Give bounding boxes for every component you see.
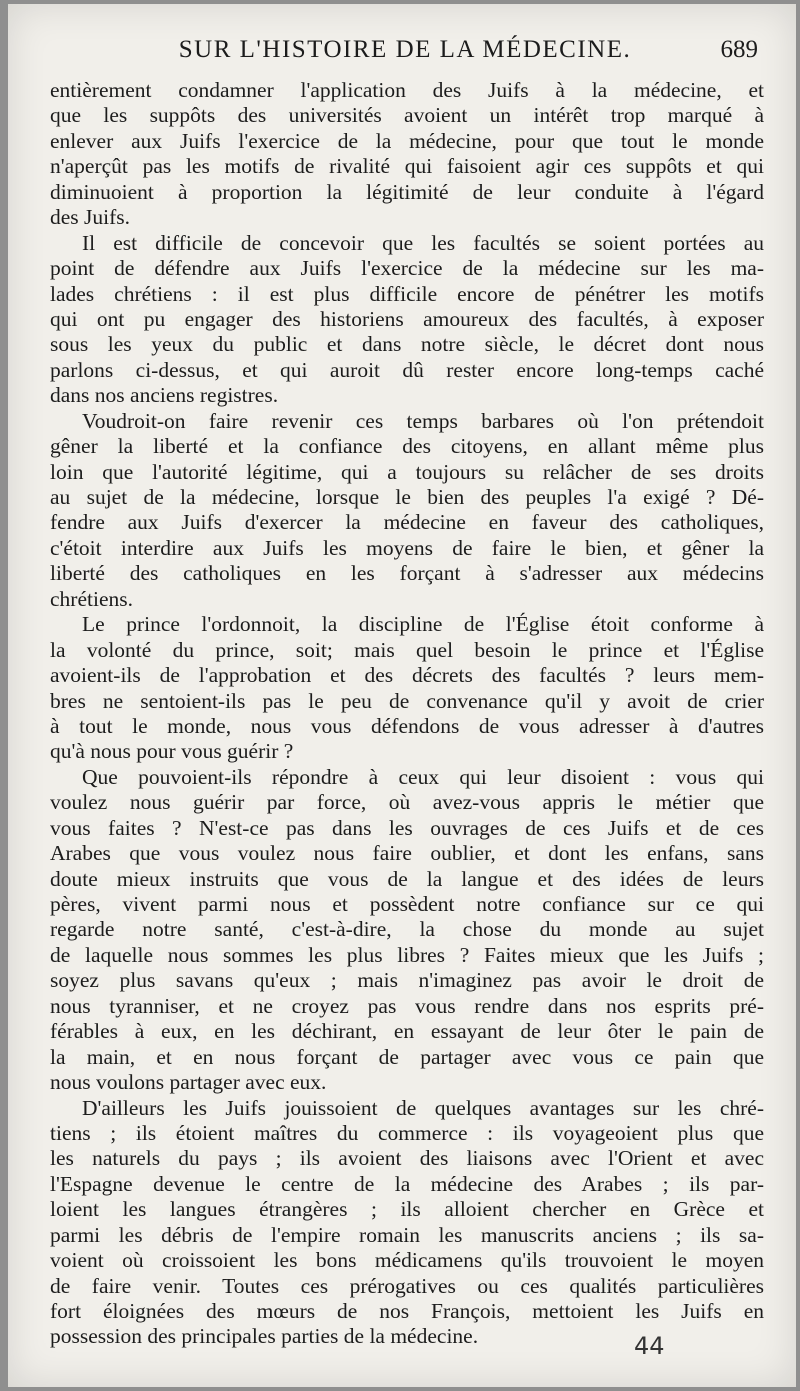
text-line: voulez nous guérir par force, où avez-vous appris le métier que	[50, 790, 764, 815]
text-line: chrétiens.	[50, 586, 133, 611]
text-line: Le prince l'ordonnoit, la discipline de l'Église étoit conforme à	[82, 612, 764, 637]
text-line: D'ailleurs les Juifs jouissoient de quelques avantages sur les chré-	[82, 1095, 764, 1120]
text-line: regarde notre santé, c'est-à-dire, la chose du monde au sujet	[50, 917, 764, 942]
text-line: voient où croissoient les bons médicamens qu'ils trouvoient le moyen	[50, 1248, 764, 1273]
text-line: nous tyranniser, et ne croyez pas vous rendre dans nos esprits pré-	[50, 993, 764, 1018]
text-line: parlons ci-dessus, et qui auroit dû rester encore long-temps caché	[50, 357, 764, 382]
text-line: Voudroit-on faire revenir ces temps barbares où l'on prétendoit	[82, 408, 764, 433]
text-line: dans nos anciens registres.	[50, 383, 279, 408]
text-line: au sujet de la médecine, lorsque le bien des peuples l'a exigé ? Dé-	[50, 485, 764, 509]
text-line: vous faites ? N'est-ce pas dans les ouvrages de ces Juifs et de ces	[50, 815, 764, 840]
text-line: lades chrétiens : il est plus difficile encore de pénétrer les motifs	[50, 281, 764, 306]
text-line: l'Espagne devenue le centre de la médecine des Arabes ; ils par-	[50, 1171, 764, 1196]
text-line: Arabes que vous voulez nous faire oublier, et dont les enfans, sans	[50, 841, 764, 866]
text-line: nous voulons partager avec eux.	[50, 1070, 327, 1095]
text-line: doute mieux instruits que vous de la langue et des idées de leurs	[50, 866, 764, 891]
text-line: liberté des catholiques en les forçant à s'adresser aux médecins	[50, 561, 764, 586]
text-line: la volonté du prince, soit; mais quel besoin le prince et l'Église	[50, 637, 764, 662]
book-page	[8, 4, 796, 1387]
page-number: 689	[720, 36, 758, 63]
text-line: fort éloignées des mœurs de nos François, mettoient les Juifs en	[50, 1299, 764, 1323]
text-line: Il est difficile de concevoir que les facultés se soient portées au	[82, 230, 764, 255]
text-line: de laquelle nous sommes les plus libres ? Faites mieux que les Juifs ;	[50, 942, 764, 967]
text-line: n'aperçût pas les motifs de rivalité qui faisoient agir ces suppôts et qui	[50, 154, 764, 179]
page-header	[52, 36, 758, 76]
text-line: gêner la liberté et la confiance des citoyens, en allant même plus	[50, 434, 764, 459]
text-line: la main, et en nous forçant de partager avec vous ce pain que	[50, 1044, 764, 1069]
text-line: tiens ; ils étoient maîtres du commerce : ils voyageoient plus que	[50, 1120, 764, 1145]
text-line: à tout le monde, nous vous défendons de vous adresser à d'autres	[50, 713, 764, 738]
text-line: parmi les débris de l'empire romain les manuscrits anciens ; ils sa-	[50, 1222, 764, 1247]
text-line: soyez plus savans qu'eux ; mais n'imaginez pas avoir le droit de	[50, 968, 764, 993]
text-line: les naturels du pays ; ils avoient des liaisons avec l'Orient et avec	[50, 1146, 764, 1171]
text-line: loin que l'autorité légitime, qui a toujours su relâcher de ses droits	[50, 459, 764, 484]
text-line: possession des principales parties de la médecine.	[50, 1324, 479, 1349]
body-text	[50, 78, 764, 1350]
text-line: diminuoient à proportion la légitimité de leur conduite à l'égard	[50, 179, 764, 204]
text-line: fendre aux Juifs d'exercer la médecine en faveur des catholiques,	[50, 510, 764, 535]
text-line: des Juifs.	[50, 205, 131, 230]
text-line: c'étoit interdire aux Juifs les moyens de faire le bien, et gêner la	[50, 535, 764, 560]
text-line: férables à eux, en les déchirant, en essayant de leur ôter le pain de	[50, 1019, 764, 1044]
text-line: enlever aux Juifs l'exercice de la médecine, pour que tout le monde	[50, 128, 764, 153]
text-line: de faire venir. Toutes ces prérogatives ou ces qualités particulières	[50, 1273, 764, 1298]
text-line: bres ne sentoient-ils pas le peu de convenance qu'il y avoit de crier	[50, 688, 764, 713]
text-line: avoient-ils de l'approbation et des décrets des facultés ? leurs mem-	[50, 663, 764, 688]
text-line: entièrement condamner l'application des Juifs à la médecine, et	[50, 78, 764, 102]
text-line: point de défendre aux Juifs l'exercice de la médecine sur les ma-	[50, 256, 764, 281]
running-title: SUR L'HISTOIRE DE LA MÉDECINE.	[178, 36, 632, 63]
text-line: que les suppôts des universités avoient un intérêt trop marqué à	[50, 103, 764, 128]
text-line: Que pouvoient-ils répondre à ceux qui leur disoient : vous qui	[82, 764, 764, 789]
text-line: pères, vivent parmi nous et possèdent notre confiance sur ce qui	[50, 892, 764, 916]
text-line: qu'à nous pour vous guérir ?	[50, 739, 294, 764]
text-line: qui ont pu engager des historiens amoureux des facultés, à exposer	[50, 306, 764, 331]
signature-mark: 44	[634, 1332, 665, 1360]
text-line: sous les yeux du public et dans notre siècle, le décret dont nous	[50, 332, 764, 357]
text-line: loient les langues étrangères ; ils alloient chercher en Grèce et	[50, 1197, 764, 1222]
